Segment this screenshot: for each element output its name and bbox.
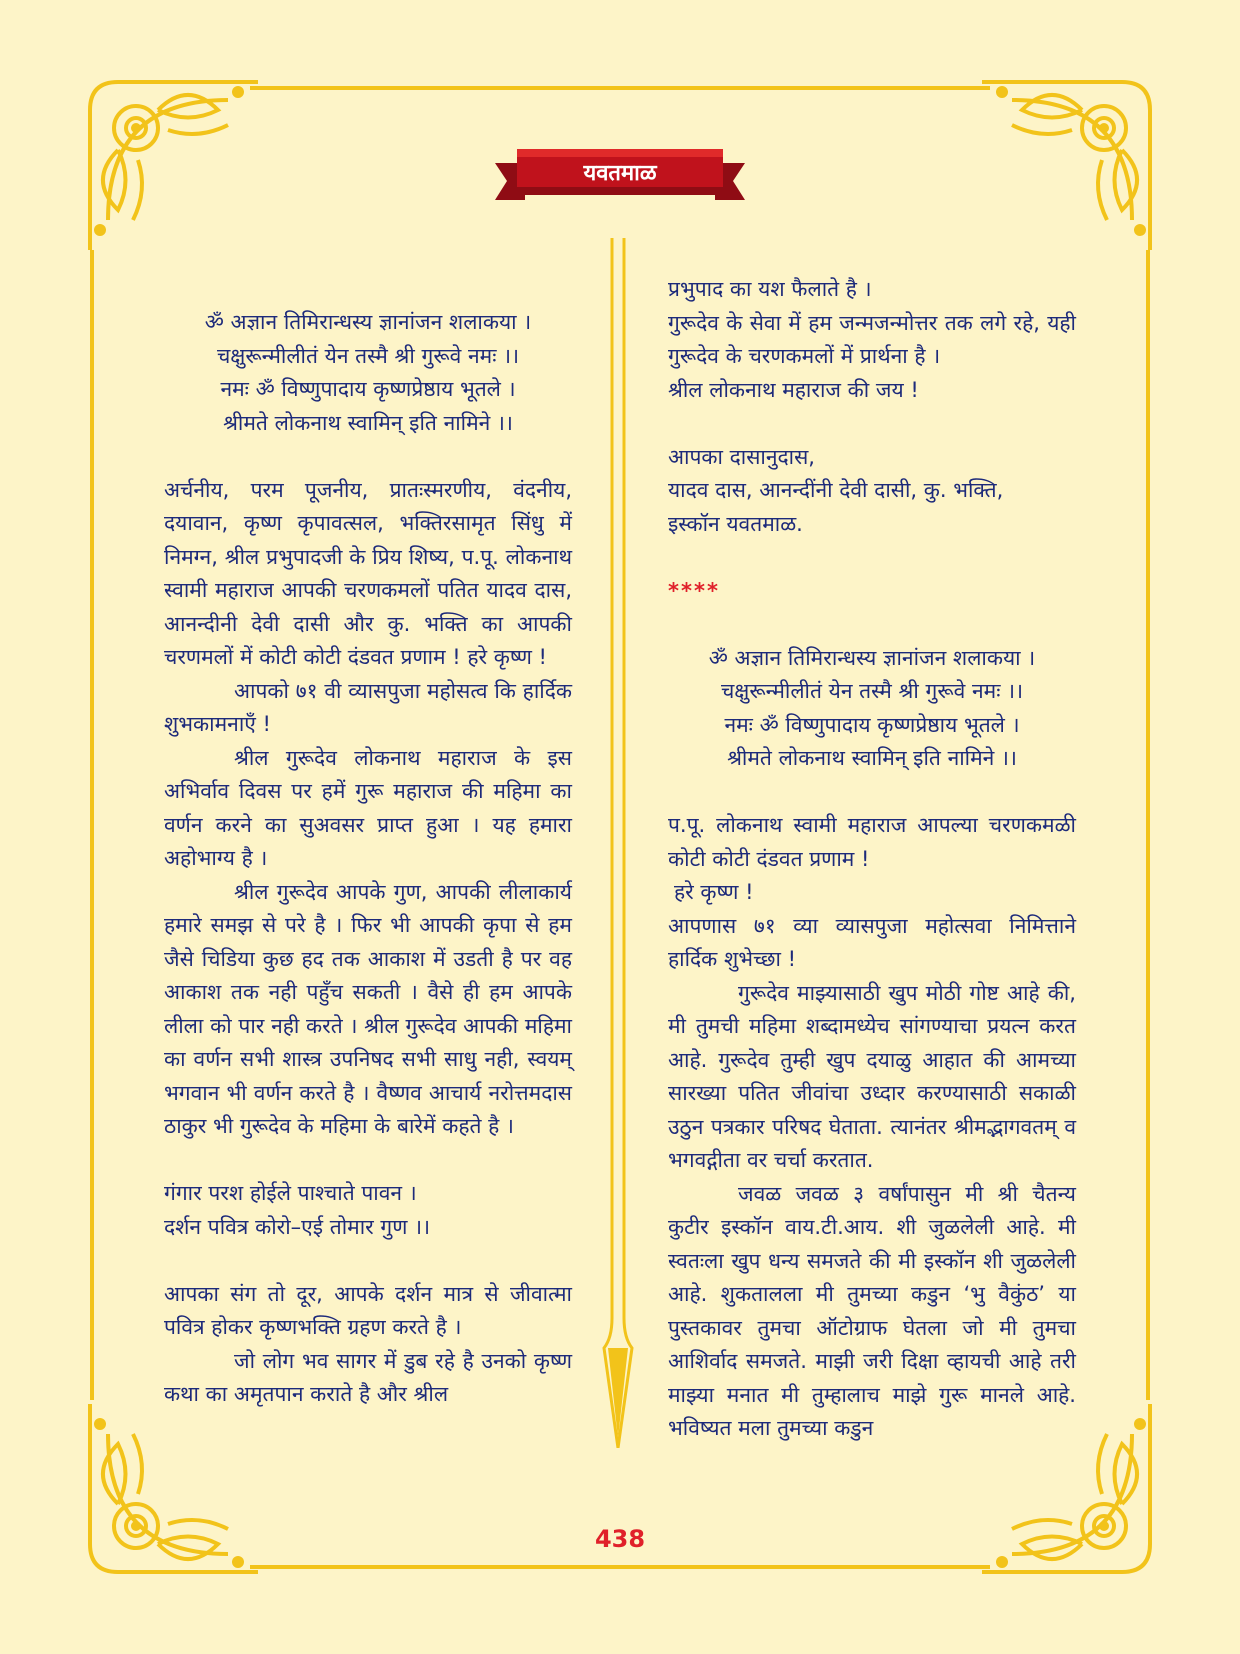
column-divider <box>600 238 636 1448</box>
page-title: यवतमाळ <box>583 161 657 186</box>
frame-bottom-line <box>250 1565 990 1569</box>
paragraph: जवळ जवळ ३ वर्षांपासुन मी श्री चैतन्य कुटीर इस्कॉन वाय.टी.आय. शी जुळलेली आहे. मी स्वतःला खुप धन्य समजते की मी इस्कॉन शी जुळलेली आहे. शुकतालला मी तुमच्या कडुन ‘भु वैकुंठ’ या पुस्तकावर तुमचा ऑटोग्राफ घेतला जो मी तुमचा आशिर्वाद समजते. माझी जरी दिक्षा व्हायची आहे तरी माझ्या मनात मी तुम्हालाच माझे गुरू मानले आहे. भविष्यत मला तुमच्या कडुन <box>668 1181 1076 1440</box>
signature-line: यादव दास, आनन्दींनी देवी दासी, कु. भक्ति, <box>668 478 1004 502</box>
frame-right-line <box>1146 250 1150 1400</box>
paragraph: अर्चनीय, परम पूजनीय, प्रातःस्मरणीय, वंदनीय, दयावान, कृष्ण कृपावत्सल, भक्तिरसामृत सिंधु में निमग्न, श्रील प्रभुपादजी के प्रिय शिष्य, प.पू. लोकनाथ स्वामी महाराज आपकी चरणकमलों पतित यादव दास, आनन्दीनी देवी दासी और कु. भक्ति का आपकी चरणमलों में कोटी कोटी दंडवत प्रणाम ! हरे कृष्ण ! <box>164 477 572 669</box>
paragraph: गुरूदेव के सेवा में हम जन्मजन्मोत्तर तक लगे रहे, यही गुरूदेव के चरणकमलों में प्रार्थना है । <box>668 310 1076 368</box>
corner-ornament-top-right <box>972 70 1162 260</box>
paragraph: प्रभुपाद का यश फैलाते है । <box>668 277 872 301</box>
paragraph: जो लोग भव सागर में डुब रहे है उनको कृष्ण कथा का अमृतपान कराते है और श्रील <box>164 1348 572 1406</box>
paragraph: हरे कृष्ण ! <box>674 880 754 904</box>
title-banner <box>495 145 745 205</box>
shloka-line: चक्षुरून्मीलीतं येन तस्मै श्री गुरूवे नमः ।। <box>216 343 520 368</box>
shloka-line: श्रीमते लोकनाथ स्वामिन् इति नामिने ।। <box>727 746 1017 770</box>
shloka-block <box>164 306 572 440</box>
shloka-line: नमः ॐ विष्णुपादाय कृष्णप्रेष्ठाय भूतले । <box>724 712 1020 737</box>
paragraph: आपको ७१ वी व्यासपुजा महोसत्व कि हार्दिक शुभकामनाएँ ! <box>164 678 572 736</box>
right-column <box>668 273 1076 1446</box>
frame-left-line <box>90 250 94 1400</box>
separator-stars: **** <box>668 578 720 603</box>
left-column <box>164 306 572 1412</box>
paragraph: आपका संग तो दूर, आपके दर्शन मात्र से जीवात्मा पवित्र होकर कृष्णभक्ति ग्रहण करते है । <box>164 1281 572 1339</box>
shloka-line: ॐ अज्ञान तिमिरान्धस्य ज्ञानांजन शलाकया । <box>204 310 532 334</box>
paragraph: गुरूदेव माझ्यासाठी खुप मोठी गोष्ट आहे की, मी तुमची महिमा शब्दामध्येच सांगण्याचा प्रयत्न करत आहे. गुरूदेव तुम्ही खुप दयाळु आहात की आमच्या सारख्या पतित जीवांचा उध्दार करण्यासाठी सकाळी उठुन पत्रकार परिषद घेताता. त्यानंतर श्रीमद्भागवतम् व भगवद्गीता वर चर्चा करतात. <box>668 980 1076 1172</box>
shloka-line: श्रीमते लोकनाथ स्वामिन् इति नामिने ।। <box>223 410 513 435</box>
verse-line: गंगार परश होईले पाश्चाते पावन । <box>164 1181 417 1205</box>
verse-line: दर्शन पवित्र कोरो–एई तोमार गुण ।। <box>164 1214 431 1239</box>
paragraph: श्रील गुरूदेव आपके गुण, आपकी लीलाकार्य हमारे समझ से परे है । फिर भी आपकी कृपा से हम जैसे चिडिया कुछ हद तक आकाश में उडती है पर वह आकाश तक नही पहुँच सकती । वैसे ही हम आपके लीला को पार नही करते । श्रील गुरूदेव आपकी महिमा का वर्णन सभी शास्त्र उपनिषद सभी साधु नही, स्वयम् भगवान भी वर्णन करते है । वैष्णव आचार्य नरोत्तमदास ठाकुर भी गुरूदेव के महिमा के बारेमें कहते है । <box>164 879 572 1138</box>
signature-line: इस्कॉन यवतमाळ. <box>668 511 803 536</box>
shloka-block <box>668 642 1076 776</box>
corner-ornament-top-left <box>78 70 268 260</box>
corner-ornament-bottom-left <box>78 1394 268 1584</box>
shloka-line: नमः ॐ विष्णुपादाय कृष्णप्रेष्ठाय भूतले । <box>220 377 516 401</box>
shloka-line: चक्षुरून्मीलीतं येन तस्मै श्री गुरूवे नमः ।। <box>720 679 1024 703</box>
paragraph: प.पू. लोकनाथ स्वामी महाराज आपल्या चरणकमळी कोटी कोटी दंडवत प्रणाम ! <box>668 813 1076 871</box>
paragraph: श्रील गुरूदेव लोकनाथ महाराज के इस अभिर्वाव दिवस पर हमें गुरू महाराज की महिमा का वर्णन करने का सुअवसर प्राप्त हुआ । यह हमारा अहोभाग्य है । <box>164 745 572 870</box>
paragraph: श्रील लोकनाथ महाराज की जय ! <box>668 377 919 402</box>
signature-line: आपका दासानुदास, <box>668 444 815 469</box>
shloka-line: ॐ अज्ञान तिमिरान्धस्य ज्ञानांजन शलाकया । <box>708 645 1036 670</box>
page-number: 438 <box>594 1525 646 1553</box>
frame-top-line <box>250 86 990 90</box>
paragraph: आपणास ७१ व्या व्यासपुजा महोत्सवा निमित्ताने हार्दिक शुभेच्छा ! <box>668 913 1076 971</box>
